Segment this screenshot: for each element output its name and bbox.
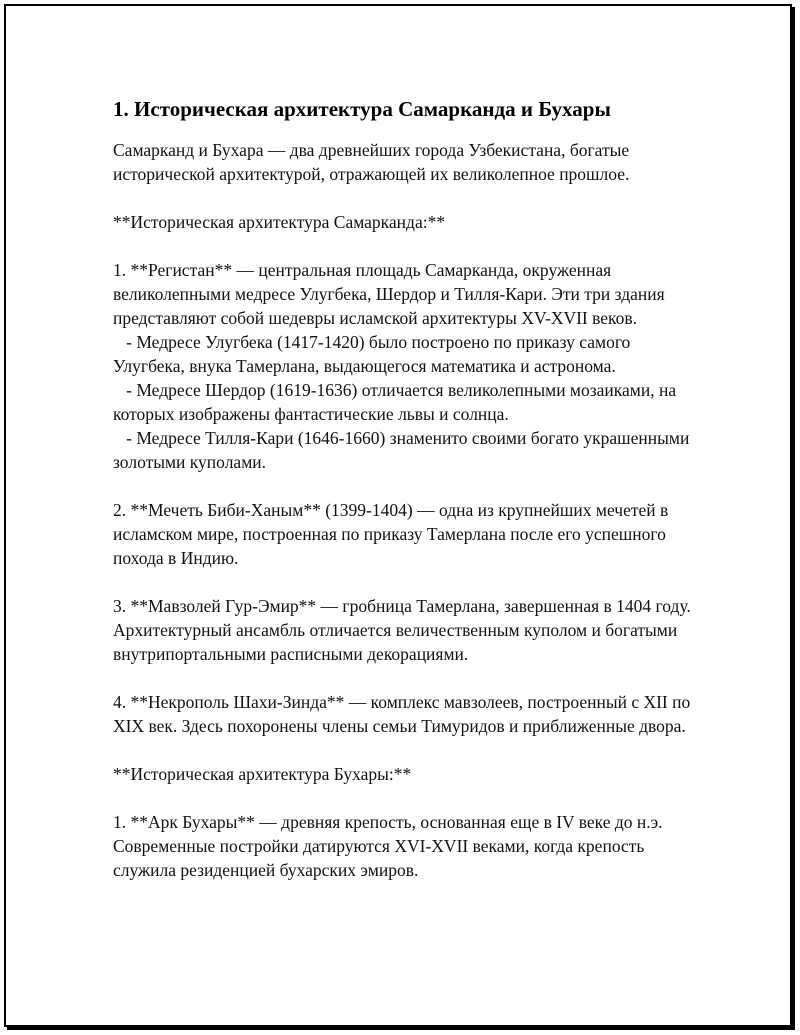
sub-list-item xyxy=(113,378,693,426)
list-item xyxy=(113,258,693,474)
document-body xyxy=(113,88,693,906)
sub-list-item-text: - Медресе Тилля-Кари (1646-1660) знаменито своими богато украшенными золотыми куполами. xyxy=(113,428,690,472)
sub-list-item xyxy=(113,426,693,474)
list-item-text: 2. **Мечеть Биби-Ханым** (1399-1404) — одна из крупнейших мечетей в исламском мире, построенная по приказу Тамерлана после его успешного похода в Индию. xyxy=(113,500,669,568)
list-item xyxy=(113,498,693,570)
sub-list-item xyxy=(113,330,693,378)
list-item-text: 1. **Регистан** — центральная площадь Самарканда, окруженная великолепными медресе Улугбека, Шердор и Тилля-Кари. Эти три здания представляют собой шедевры исламской архитектуры XV-XVII веков. xyxy=(113,260,665,328)
intro-paragraph: Самарканд и Бухара — два древнейших города Узбекистана, богатые исторической архитектурой, отражающей их великолепное прошлое. xyxy=(113,140,630,184)
list-item xyxy=(113,810,693,882)
list-item xyxy=(113,690,693,738)
list-item-text: 3. **Мавзолей Гур-Эмир** — гробница Тамерлана, завершенная в 1404 году. Архитектурный ансамбль отличается величественным куполом и богатыми внутрипортальными расписными декорациями. xyxy=(113,596,691,664)
section-label-samarkand: **Историческая архитектура Самарканда:** xyxy=(113,212,446,232)
section-label-bukhara: **Историческая архитектура Бухары:** xyxy=(113,764,412,784)
list-item-text: 1. **Арк Бухары** — древняя крепость, основанная еще в IV веке до н.э. Современные постройки датируются XVI-XVII веками, когда крепость служила резиденцией бухарских эмиров. xyxy=(113,812,663,880)
sub-list-item-text: - Медресе Шердор (1619-1636) отличается великолепными мозаиками, на которых изображены фантастические львы и солнца. xyxy=(113,380,677,424)
document-title: 1. Историческая архитектура Самарканда и Бухары xyxy=(113,97,611,121)
sub-list-item-text: - Медресе Улугбека (1417-1420) было построено по приказу самого Улугбека, внука Тамерлана, выдающегося математика и астронома. xyxy=(113,332,631,376)
list-item-text: 4. **Некрополь Шахи-Зинда** — комплекс мавзолеев, построенный с XII по XIX век. Здесь похоронены члены семьи Тимуридов и приближенные двора. xyxy=(113,692,691,736)
list-item xyxy=(113,594,693,666)
